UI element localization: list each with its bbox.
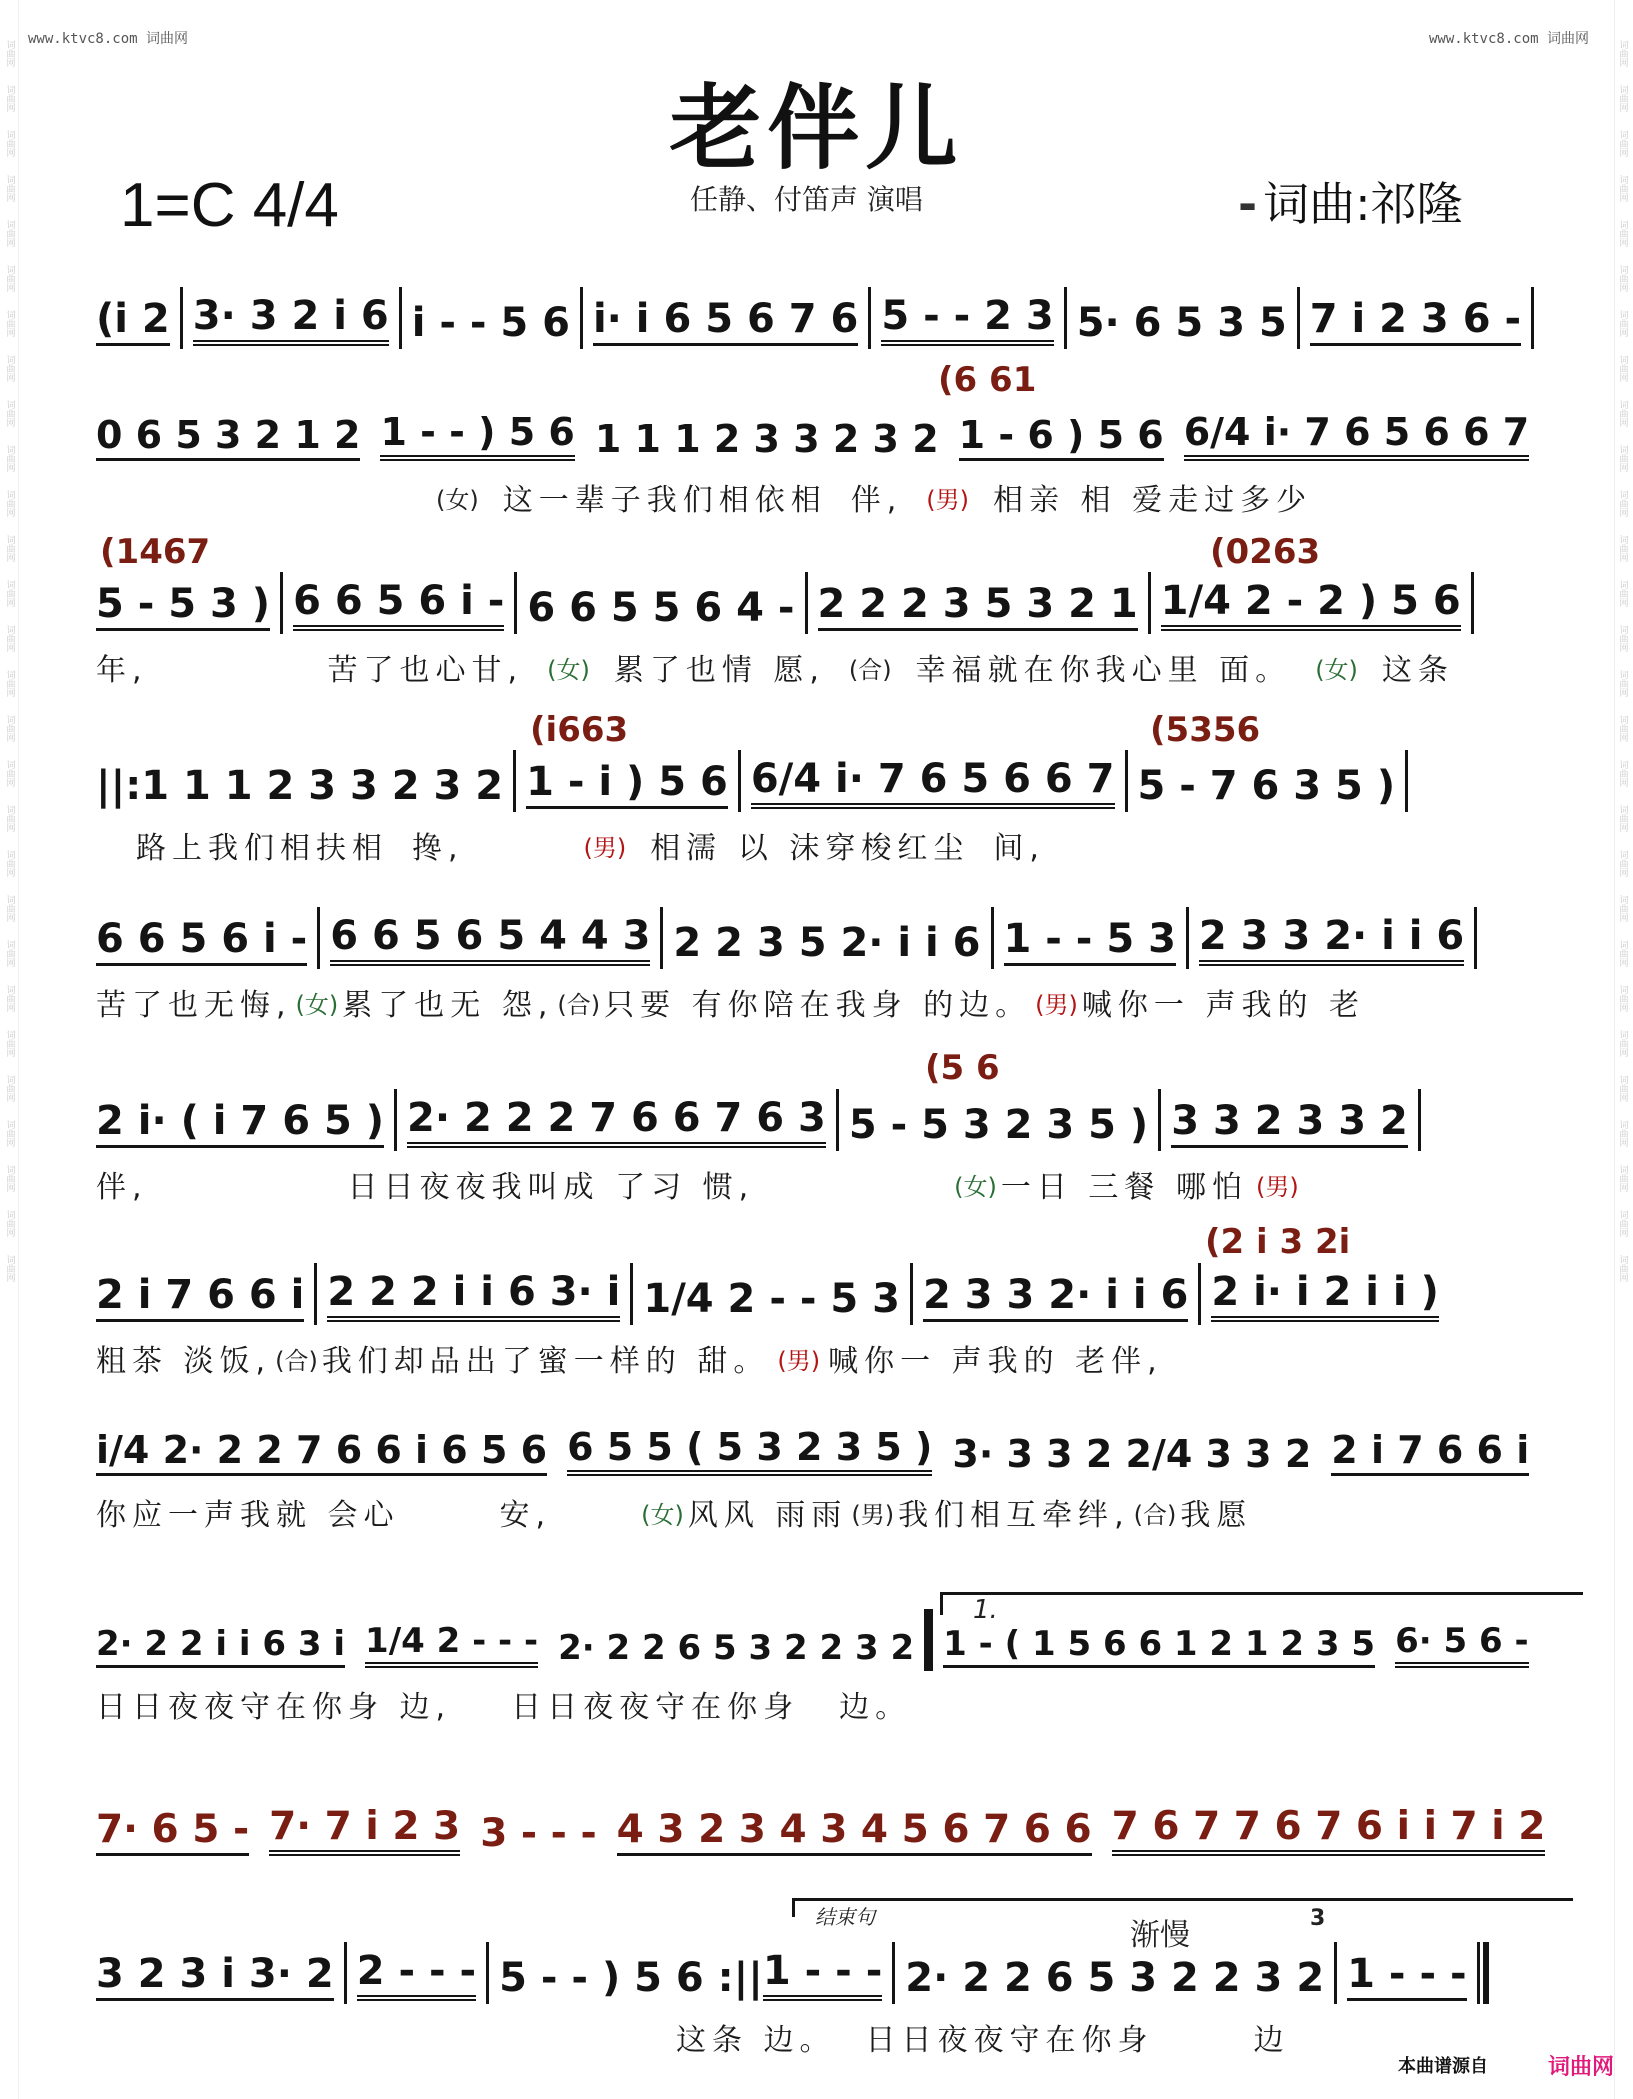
source-note: 本曲谱源自 bbox=[1398, 2056, 1488, 2077]
score-system-7 bbox=[96, 1266, 1546, 1378]
lyric-tag-chorus: (合) bbox=[848, 655, 892, 684]
lyrics-row bbox=[96, 1492, 1546, 1532]
lyric-tag-male: (男) bbox=[926, 485, 970, 514]
bar-line bbox=[513, 750, 516, 812]
lyric-text: 搀, bbox=[412, 831, 464, 866]
lyric-tag-female: (女) bbox=[295, 990, 339, 1019]
lyric-text: 年, bbox=[96, 653, 148, 688]
note-group: 3 - - - bbox=[480, 1811, 597, 1856]
lyric-text: 苦了也无悔, bbox=[96, 988, 292, 1023]
bar-line bbox=[1186, 907, 1189, 969]
note-group: 1 - - - bbox=[1347, 1951, 1466, 2001]
notation-row bbox=[96, 910, 1546, 966]
bar-line bbox=[1471, 572, 1474, 634]
note-group: 1 1 1 2 3 3 2 3 2 bbox=[141, 763, 504, 809]
lyric-text: 一日 三餐 哪怕 bbox=[1000, 1170, 1248, 1205]
alt-notes-overlay: (1467 bbox=[100, 532, 211, 572]
note-group: 7· 7 i 2 3 bbox=[269, 1804, 460, 1856]
score-system-2 bbox=[96, 405, 1546, 517]
note-group: 2· 2 2 6 5 3 2 2 3 2 bbox=[905, 1955, 1325, 2001]
bar-line bbox=[630, 1263, 633, 1325]
lyric-tag-chorus: (合) bbox=[275, 1346, 318, 1375]
note-group: 6 6 5 5 6 4 - bbox=[527, 585, 795, 631]
alt-notes-overlay: (6 61 bbox=[938, 360, 1037, 400]
lyric-tag-male: (男) bbox=[583, 833, 627, 862]
note-group: 7· 6 5 - bbox=[96, 1807, 249, 1856]
lyric-tag-female: (女) bbox=[641, 1500, 684, 1529]
note-group: 7 6 7 7 6 7 6 i i 7 i 2 bbox=[1112, 1804, 1546, 1856]
note-group: 2 2 2 3 5 3 2 1 bbox=[818, 581, 1138, 631]
bar-line bbox=[1531, 287, 1534, 349]
song-title: 老伴儿 bbox=[669, 75, 964, 182]
note-group: 6 5 5 ( 5 3 2 3 5 ) bbox=[567, 1425, 932, 1476]
note-group: i - - 5 6 bbox=[411, 300, 570, 346]
lyric-text: 只要 有你陪在我身 的边。 bbox=[604, 988, 1032, 1023]
alt-notes-overlay: (i663 bbox=[530, 710, 629, 750]
note-group: 6 6 5 6 5 4 4 3 bbox=[330, 913, 650, 966]
score-system-11 bbox=[96, 1945, 1546, 2057]
note-group: 1 - - ) 5 6 bbox=[380, 410, 574, 461]
note-group: 5 - 7 6 3 5 ) bbox=[1137, 763, 1396, 809]
lyrics-row bbox=[96, 477, 1546, 517]
bar-line bbox=[399, 287, 402, 349]
note-group: 3· 3 3 2 2/4 3 3 2 bbox=[952, 1432, 1312, 1476]
lyric-text: 安, bbox=[499, 1498, 552, 1533]
lyric-text: 喊你一 声我的 老 bbox=[1081, 988, 1365, 1023]
score-system-10 bbox=[96, 1800, 1546, 1856]
end-phrase-bracket: 结束句 bbox=[792, 1898, 1573, 1917]
watermark-right: www.ktvc8.com 词曲网 bbox=[1428, 31, 1589, 47]
lyric-text: 我们相互牵绊, bbox=[898, 1498, 1130, 1533]
lyrics-row bbox=[96, 1164, 1546, 1204]
alt-notes-overlay: (2 i 3 2i bbox=[1205, 1222, 1351, 1262]
note-group: 6 6 5 6 i - bbox=[293, 578, 504, 631]
lyric-text: 伴, bbox=[96, 1170, 148, 1205]
notation-row bbox=[96, 1800, 1546, 1856]
lyric-text: 风风 雨雨 bbox=[687, 1498, 848, 1533]
lyrics-row bbox=[96, 982, 1546, 1022]
bar-line bbox=[1297, 287, 1300, 349]
lyric-tag-female: (女) bbox=[547, 655, 590, 684]
notation-row bbox=[96, 290, 1546, 346]
singers-credit: 任静、付笛声 演唱 bbox=[690, 183, 923, 216]
bar-line bbox=[314, 1263, 317, 1325]
notation-row bbox=[96, 1420, 1546, 1476]
bar-line bbox=[394, 1089, 397, 1151]
note-group: 2 - - - bbox=[357, 1948, 476, 2001]
note-group: 1 - ( 1 5 6 6 1 2 1 2 3 5 bbox=[943, 1624, 1375, 1668]
left-watermark-strip: 词曲网 词曲网 词曲网 词曲网 词曲网 词曲网 词曲网 词曲网 词曲网 词曲网 词曲网 词曲网 词曲网 词曲网 词曲网 词曲网 词曲网 词曲网 词曲网 词曲网 词曲网 词曲网 词曲网 词曲网 词曲网 词曲网 词曲网 词曲网 bbox=[2, 0, 19, 2099]
composer-credit: - 词曲:祁隆 bbox=[1238, 177, 1463, 231]
note-group: 2 i· i 2 i i ) bbox=[1211, 1269, 1439, 1322]
note-group: 4 3 2 3 4 3 4 5 6 7 6 6 bbox=[617, 1807, 1092, 1856]
lyric-text: 这条 bbox=[1381, 653, 1454, 688]
bar-line bbox=[991, 907, 994, 969]
note-group: 2· 2 2 i i 6 3 i bbox=[96, 1624, 345, 1668]
lyric-text: 日日夜夜我叫成 了习 惯, bbox=[347, 1170, 755, 1205]
right-watermark-strip: 词曲网 词曲网 词曲网 词曲网 词曲网 词曲网 词曲网 词曲网 词曲网 词曲网 词曲网 词曲网 词曲网 词曲网 词曲网 词曲网 词曲网 词曲网 词曲网 词曲网 词曲网 词曲网 词曲网 词曲网 词曲网 词曲网 词曲网 词曲网 bbox=[1614, 0, 1631, 2099]
score-system-3 bbox=[96, 575, 1546, 687]
lyric-text: 粗茶 淡饭, bbox=[96, 1344, 272, 1379]
bar-line bbox=[1148, 572, 1151, 634]
lyric-tag-chorus: (合) bbox=[557, 990, 601, 1019]
repeat-sign: ||: bbox=[96, 763, 142, 809]
bar-line bbox=[1474, 907, 1477, 969]
bar-line bbox=[317, 907, 320, 969]
note-group: 5 - 5 3 2 3 5 ) bbox=[848, 1102, 1149, 1148]
triplet-marker: 3 bbox=[1310, 1906, 1326, 1931]
bar-line bbox=[1198, 1263, 1201, 1325]
bar-line bbox=[514, 572, 517, 634]
lyric-text: 我愿 bbox=[1180, 1498, 1253, 1533]
alt-notes-overlay: (0263 bbox=[1210, 532, 1321, 572]
bar-line bbox=[660, 907, 663, 969]
score-system-9 bbox=[96, 1612, 1546, 1724]
note-group: 2 3 3 2· i i 6 bbox=[923, 1272, 1188, 1322]
lyric-text: 这一辈子我们相依相 bbox=[502, 483, 827, 518]
note-group: 2· 2 2 2 7 6 6 7 6 3 bbox=[407, 1095, 826, 1148]
note-group: 2· 2 2 6 5 3 2 2 3 2 bbox=[558, 1628, 915, 1668]
lyric-text: 这条 边。 bbox=[676, 2023, 836, 2058]
notation-row bbox=[96, 1945, 1546, 2001]
note-group: 1/4 2 - - 5 3 bbox=[643, 1276, 900, 1322]
note-group: 2 i· ( i 7 6 5 ) bbox=[96, 1098, 384, 1148]
lyric-text: 累了也无 怨, bbox=[342, 988, 554, 1023]
lyric-tag-male: (男) bbox=[1255, 1172, 1299, 1201]
note-group: 5 - - 2 3 bbox=[881, 293, 1053, 346]
alt-notes-overlay: (5356 bbox=[1150, 710, 1261, 750]
lyric-text: 相亲 相 爱走过多少 bbox=[993, 483, 1313, 518]
bar-line bbox=[1125, 750, 1128, 812]
lyrics-row bbox=[96, 825, 1546, 865]
lyric-text: 我们却品出了蜜一样的 甜。 bbox=[321, 1344, 770, 1379]
lyric-tag-female: (女) bbox=[954, 1172, 997, 1201]
score-system-8 bbox=[96, 1420, 1546, 1532]
double-bar-line bbox=[924, 1609, 933, 1671]
bar-line bbox=[1158, 1089, 1161, 1151]
bar-line bbox=[892, 1942, 895, 2004]
double-bar-line bbox=[1477, 1942, 1489, 2004]
bar-line bbox=[805, 572, 808, 634]
note-group: 7 i 2 3 6 - bbox=[1310, 296, 1521, 346]
lyric-text: 日日夜夜守在你身 bbox=[511, 1690, 800, 1725]
lyric-text: 路上我们相扶相 bbox=[136, 831, 388, 866]
notation-row bbox=[96, 1612, 1546, 1668]
note-group: 3 2 3 i 3· 2 bbox=[96, 1951, 334, 2001]
note-group: 6 6 5 6 i - bbox=[96, 916, 307, 966]
note-group: 2 i 7 6 6 i bbox=[96, 1272, 304, 1322]
lyric-tag-chorus: (合) bbox=[1133, 1500, 1177, 1529]
note-group: 2 i 7 6 6 i bbox=[1331, 1428, 1529, 1476]
note-group: 2 2 3 5 2· i i 6 bbox=[673, 920, 981, 966]
bar-line bbox=[180, 287, 183, 349]
note-group: 1 1 1 2 3 3 2 3 2 bbox=[594, 417, 939, 461]
bar-line bbox=[1418, 1089, 1421, 1151]
score-system-5 bbox=[96, 910, 1546, 1022]
lyric-tag-male: (男) bbox=[851, 1500, 895, 1529]
key-signature: 1=C 4/4 bbox=[120, 171, 339, 240]
bar-line bbox=[486, 1942, 489, 2004]
lyric-text: 日日夜夜守在你身 bbox=[865, 2023, 1154, 2058]
note-group: 1/4 2 - 2 ) 5 6 bbox=[1161, 578, 1461, 631]
watermark-left: www.ktvc8.com 词曲网 bbox=[28, 31, 189, 47]
note-group: 6· 5 6 - bbox=[1395, 1621, 1529, 1668]
bar-line bbox=[910, 1263, 913, 1325]
lyric-tag-male: (男) bbox=[1035, 990, 1078, 1019]
note-group: 1 - - - bbox=[763, 1948, 882, 2001]
note-group: 1 - - 5 3 bbox=[1004, 916, 1176, 966]
bar-line bbox=[738, 750, 741, 812]
lyric-text: 幸福就在你我心里 面。 bbox=[915, 653, 1292, 688]
lyric-tag-female: (女) bbox=[436, 485, 479, 514]
note-group: 2 3 3 2· i i 6 bbox=[1199, 913, 1464, 966]
note-group: 6/4 i· 7 6 5 6 6 7 bbox=[751, 756, 1115, 809]
note-group: 1/4 2 - - - bbox=[365, 1621, 538, 1668]
note-group: (i 2 bbox=[96, 296, 170, 346]
notation-row bbox=[96, 405, 1546, 461]
alt-notes-overlay: (5 6 bbox=[925, 1048, 1000, 1088]
bar-line bbox=[280, 572, 283, 634]
score-system-1 bbox=[96, 290, 1546, 346]
tempo-marking-slowing: 渐慢 bbox=[1130, 1918, 1190, 1953]
note-group: 1 - i ) 5 6 bbox=[526, 759, 728, 809]
first-ending-bracket: 1. bbox=[940, 1592, 1583, 1615]
lyric-text: 边。 bbox=[839, 1690, 912, 1725]
score-system-4 bbox=[96, 753, 1546, 865]
lyrics-row bbox=[96, 647, 1546, 687]
lyric-text: 边 bbox=[1253, 2023, 1290, 2058]
lyric-text: 苦了也心甘, bbox=[327, 653, 524, 688]
note-group: 5 - 5 3 ) bbox=[96, 581, 270, 631]
note-group: 3 3 2 3 3 2 bbox=[1171, 1098, 1408, 1148]
note-group: 0 6 5 3 2 1 2 bbox=[96, 413, 360, 461]
lyric-text: 累了也情 愿, bbox=[613, 653, 825, 688]
notation-row bbox=[96, 1092, 1546, 1148]
lyric-text: 伴, bbox=[850, 483, 903, 518]
lyric-text: 间, bbox=[993, 831, 1045, 866]
note-group: i/4 2· 2 2 7 6 6 i 6 5 6 bbox=[96, 1428, 547, 1476]
notation-row bbox=[96, 753, 1546, 809]
bar-line bbox=[344, 1942, 347, 2004]
lyric-text: 喊你一 声我的 老伴, bbox=[828, 1344, 1163, 1379]
note-group: i· i 6 5 6 7 6 bbox=[593, 296, 858, 346]
bar-line bbox=[1064, 287, 1067, 349]
lyric-tag-male: (男) bbox=[777, 1346, 821, 1375]
lyric-text: 日日夜夜守在你身 边, bbox=[96, 1690, 452, 1725]
note-group: 5· 6 5 3 5 bbox=[1076, 300, 1287, 346]
repeat-sign: 5 - - ) 5 6 :|| bbox=[499, 1955, 763, 2001]
lyrics-row bbox=[96, 1684, 1546, 1724]
note-group: 1 - 6 ) 5 6 bbox=[959, 413, 1164, 461]
site-logo: 词曲网 bbox=[1548, 2055, 1615, 2080]
lyric-tag-female: (女) bbox=[1315, 655, 1358, 684]
notation-row bbox=[96, 575, 1546, 631]
bar-line bbox=[580, 287, 583, 349]
bar-line bbox=[1334, 1942, 1337, 2004]
note-group: 2 2 2 i i 6 3· i bbox=[327, 1269, 620, 1322]
lyrics-row bbox=[96, 1338, 1546, 1378]
bar-line bbox=[836, 1089, 839, 1151]
bar-line bbox=[868, 287, 871, 349]
note-group: 6/4 i· 7 6 5 6 6 7 bbox=[1184, 410, 1529, 461]
lyric-text: 你应一声我就 会心 bbox=[96, 1498, 400, 1533]
note-group: 3· 3 2 i 6 bbox=[193, 293, 389, 346]
score-system-6 bbox=[96, 1092, 1546, 1204]
notation-row bbox=[96, 1266, 1546, 1322]
lyrics-row bbox=[96, 2017, 1546, 2057]
lyric-text: 相濡 以 沫穿梭红尘 bbox=[650, 831, 970, 866]
bar-line bbox=[1405, 750, 1408, 812]
